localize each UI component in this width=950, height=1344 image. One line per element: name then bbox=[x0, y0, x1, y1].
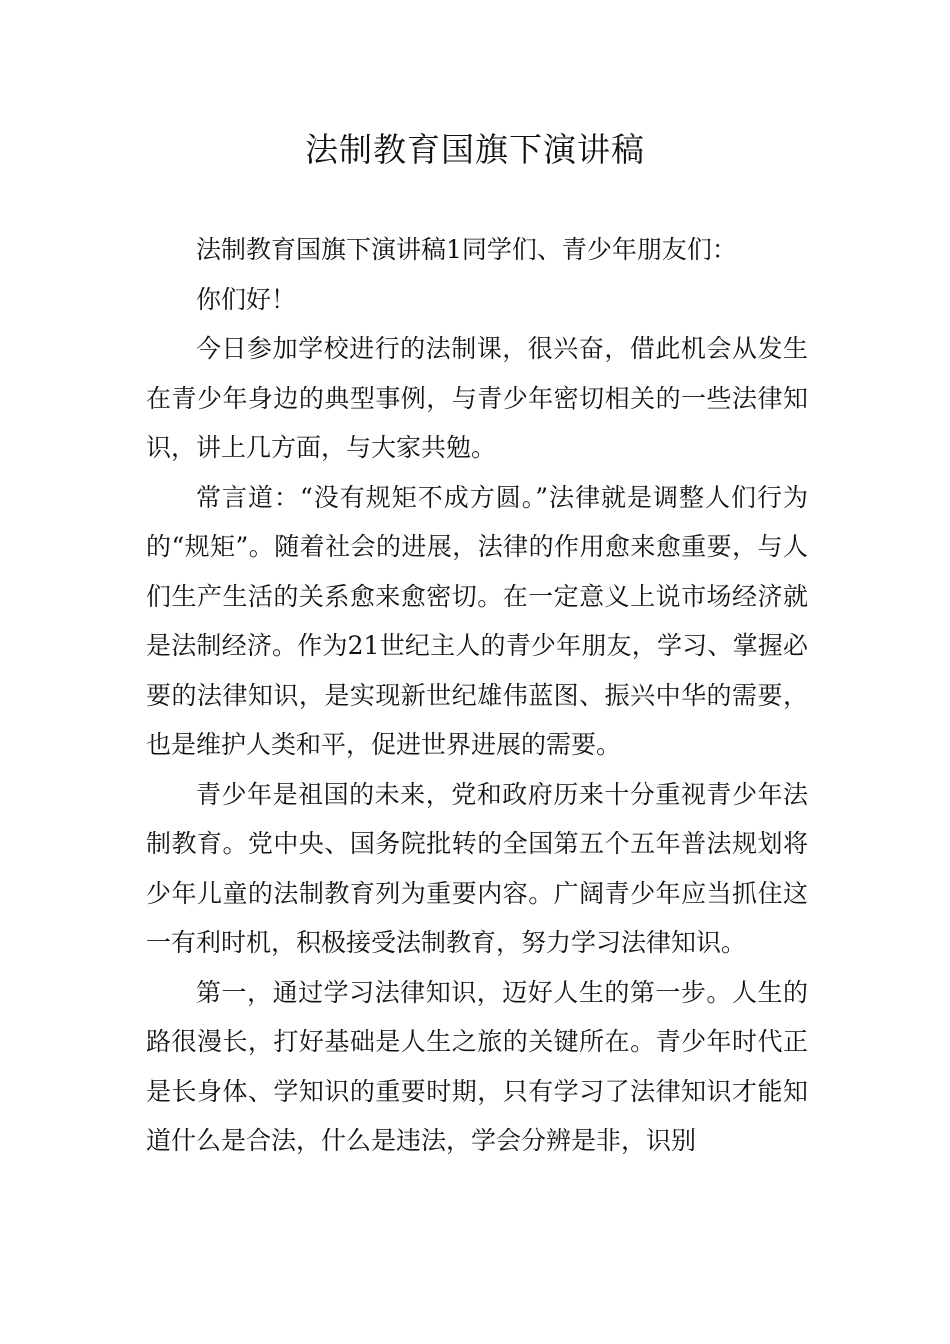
paragraph-rules: 常言道：“没有规矩不成方圆。”法律就是调整人们行为的“规矩”。随着社会的进展，法律的作用愈来愈重要，与人们生产生活的关系愈来愈密切。在一定意义上说市场经济就是法制经济。作为21世纪主人的青少年朋友，学习、掌握必要的法律知识，是实现新世纪雄伟蓝图、振兴中华的需要，也是维护人类和平，促进世界进展的需要。 bbox=[146, 482, 808, 759]
paragraph-greeting: 法制教育国旗下演讲稿1同学们、青少年朋友们： bbox=[196, 235, 737, 264]
paragraph-youth: 青少年是祖国的未来，党和政府历来十分重视青少年法制教育。党中央、国务院批转的全国第五个五年普法规划将少年儿童的法制教育列为重要内容。广阔青少年应当抓住这一有利时机，积极接受法制教育，努力学习法律知识。 bbox=[146, 779, 808, 957]
document-body bbox=[146, 225, 808, 1166]
paragraph-hello: 你们好！ bbox=[196, 284, 297, 314]
paragraph-intro: 今日参加学校进行的法制课，很兴奋，借此机会从发生在青少年身边的典型事例，与青少年密切相关的一些法律知识，讲上几方面，与大家共勉。 bbox=[146, 334, 808, 462]
document-title: 法制教育国旗下演讲稿 bbox=[305, 130, 645, 169]
paragraph-first-point: 第一，通过学习法律知识，迈好人生的第一步。人生的路很漫长，打好基础是人生之旅的关键所在。青少年时代正是长身体、学知识的重要时期，只有学习了法律知识才能知道什么是合法，什么是违法，学会分辨是非，识别 bbox=[146, 977, 808, 1155]
